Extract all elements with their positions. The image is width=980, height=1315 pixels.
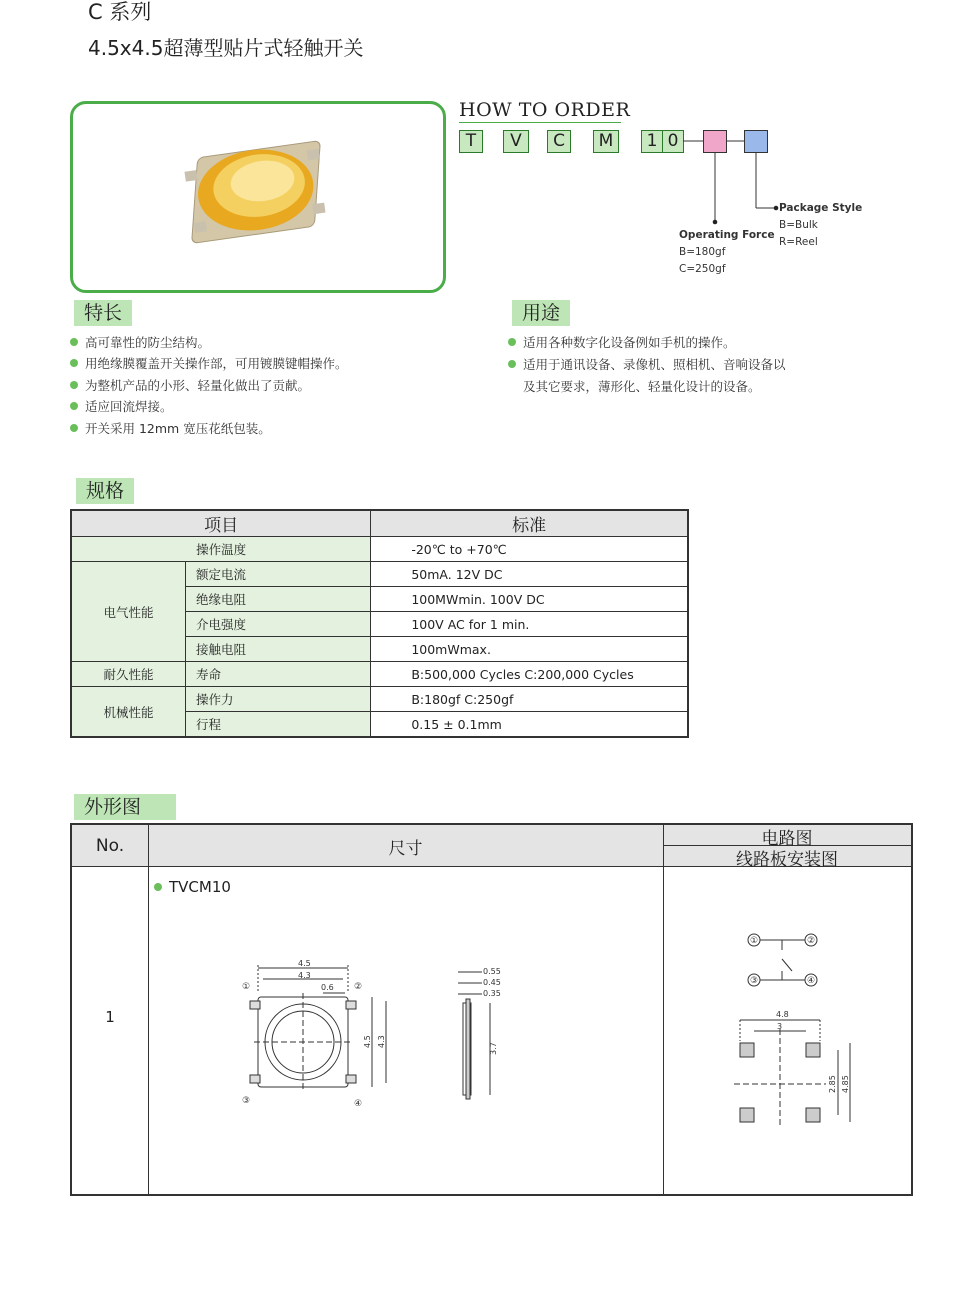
feature-item: 高可靠性的防尘结构。 [70, 333, 210, 351]
row-number: 1 [105, 1008, 115, 1026]
force-label: 操作力 [186, 687, 371, 712]
force-value: B:180gf C:250gf [371, 687, 688, 712]
col-item-header: 项目 [71, 510, 371, 537]
code-box-c: C [547, 130, 571, 153]
dim-3-7: 3.7 [489, 1042, 498, 1055]
temp-value: -20℃ to +70℃ [371, 537, 688, 562]
operating-force-label: Operating Force [679, 229, 775, 241]
code-box-t: T [459, 130, 483, 153]
side-view-labels [483, 967, 501, 1055]
circuit-pin-3: ③ [749, 976, 759, 986]
life-value: B:500,000 Cycles C:200,000 Cycles [371, 662, 688, 687]
life-label: 寿命 [186, 662, 371, 687]
col-standard-header: 标准 [371, 510, 688, 537]
code-box-v: V [503, 130, 529, 153]
travel-value: 0.15 ± 0.1mm [371, 712, 688, 738]
package-style-label: Package Style [779, 202, 863, 214]
dielectric-label: 介电强度 [186, 612, 371, 637]
rated-current-value: 50mA. 12V DC [371, 562, 688, 587]
uses-tag: 用途 [512, 300, 570, 326]
dim-4-8: 4.8 [776, 1010, 789, 1019]
dim-4-5-top: 4.5 [298, 959, 311, 968]
package-reel: R=Reel [779, 236, 818, 248]
pin-2: ② [354, 982, 363, 992]
feature-item: 用绝缘膜覆盖开关操作部，可用镀膜键帽操作。 [70, 354, 348, 372]
order-connectors [680, 130, 800, 230]
col-circuit-header: 电路图 [761, 829, 813, 849]
elec-group: 电气性能 [71, 562, 186, 662]
travel-label: 行程 [186, 712, 371, 738]
dim-0-6: 0.6 [321, 983, 334, 992]
product-photo [73, 104, 443, 290]
series-title: C 系列 [88, 0, 152, 24]
dim-4-3-top: 4.3 [298, 971, 311, 980]
dim-4-5-side: 4.5 [363, 1035, 372, 1048]
outline-drawings [70, 823, 911, 1194]
force-180: B=180gf [679, 246, 726, 258]
features-tag: 特长 [74, 300, 132, 326]
package-bulk: B=Bulk [779, 219, 818, 231]
product-photo-frame [70, 101, 446, 293]
dielectric-value: 100V AC for 1 min. [371, 612, 688, 637]
force-250: C=250gf [679, 263, 726, 275]
col-size-header: 尺寸 [388, 839, 423, 859]
code-box-m: M [593, 130, 619, 153]
pin-4: ④ [354, 1099, 363, 1109]
pin-1: ① [242, 982, 251, 992]
durability-group: 耐久性能 [71, 662, 186, 687]
insulation-label: 绝缘电阻 [186, 587, 371, 612]
dim-2-85: 2.85 [828, 1075, 837, 1093]
circuit-pin-4: ④ [806, 976, 816, 986]
mech-group: 机械性能 [71, 687, 186, 738]
pin-3: ③ [242, 1096, 251, 1106]
col-pcb-header: 线路板安装图 [736, 850, 838, 870]
feature-item: 为整机产品的小形、轻量化做出了贡献。 [70, 376, 310, 394]
contact-resistance-value: 100mWmax. [371, 637, 688, 662]
dim-4-85: 4.85 [841, 1075, 850, 1093]
code-box-0: 0 [662, 130, 684, 153]
rated-current-label: 额定电流 [186, 562, 371, 587]
code-box-1: 1 [641, 130, 663, 153]
model-label: TVCM10 [154, 878, 231, 896]
col-no-header: No. [95, 836, 125, 856]
insulation-value: 100MWmin. 100V DC [371, 587, 688, 612]
dim-4-3-side: 4.3 [377, 1035, 386, 1048]
use-item: 适用各种数字化设备例如手机的操作。 [508, 333, 736, 351]
outline-tag: 外形图 [74, 794, 176, 820]
dim-3: 3 [777, 1022, 783, 1031]
pcb-layout [734, 1020, 850, 1125]
circuit-pin-1: ① [749, 936, 759, 946]
top-view-drawing [250, 965, 386, 1091]
dim-0-35: 0.35 [483, 989, 501, 998]
product-subtitle: 4.5x4.5超薄型贴片式轻触开关 [88, 36, 364, 60]
feature-item: 开关采用 12mm 宽压花纸包装。 [70, 419, 271, 437]
title-underline [459, 122, 621, 123]
how-to-order-title: HOW TO ORDER [459, 99, 631, 121]
dim-0-55: 0.55 [483, 967, 501, 976]
use-item-cont: 及其它要求，薄形化、轻量化设计的设备。 [523, 379, 761, 394]
use-item: 适用于通讯设备、录像机、照相机、音响设备以 [508, 355, 786, 373]
feature-item: 适应回流焊接。 [70, 397, 173, 415]
contact-resistance-label: 接触电阻 [186, 637, 371, 662]
circuit-pin-2: ② [806, 936, 816, 946]
dim-0-45: 0.45 [483, 978, 501, 987]
temp-label: 操作温度 [71, 537, 371, 562]
spec-table [70, 509, 689, 738]
spec-tag: 规格 [76, 478, 134, 504]
